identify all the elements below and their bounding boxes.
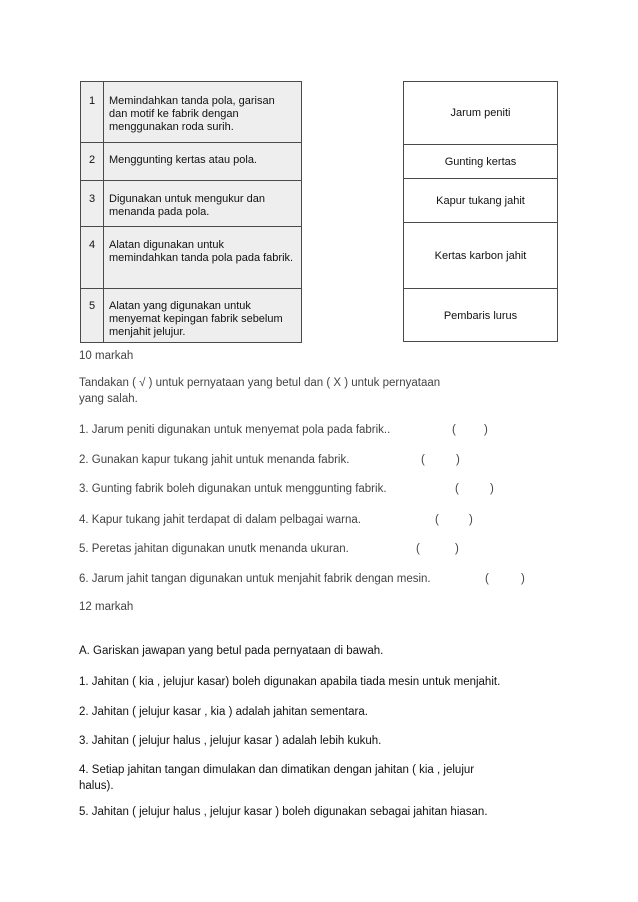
statement-item: 4. Kapur tukang jahit terdapat di dalam pelbagai warna. [79, 514, 361, 526]
row-text: Alatan yang digunakan untuk menyemat kepingan fabrik sebelum menjahit jelujur. [109, 300, 283, 338]
row-text: Digunakan untuk mengukur dan menanda pada pola. [109, 193, 265, 218]
row-number: 1 [89, 95, 96, 107]
row-number: 2 [89, 154, 96, 166]
section-heading: A. Gariskan jawapan yang betul pada pernyataan di bawah. [79, 645, 384, 657]
table-row [81, 82, 301, 142]
answer-paren-open: ( [421, 454, 425, 466]
statement-item: 5. Jahitan ( jelujur halus , jelujur kasar ) boleh digunakan sebagai jahitan hiasan. [79, 806, 488, 818]
answer-paren-close: ) [469, 514, 473, 526]
statement-item: 2. Gunakan kapur tukang jahit untuk menanda fabrik. [79, 454, 350, 466]
instruction-text: Tandakan ( √ ) untuk pernyataan yang betul dan ( X ) untuk pernyataan [79, 377, 441, 389]
statement-item-continued: halus). [79, 780, 114, 792]
statement-item: 1. Jarum peniti digunakan untuk menyemat pola pada fabrik.. [79, 424, 391, 436]
statement-item: 1. Jahitan ( kia , jelujur kasar) boleh digunakan apabila tiada mesin untuk menjahit. [79, 676, 501, 688]
row-number: 4 [89, 239, 96, 251]
matching-table-right [403, 81, 558, 342]
statement-item: 3. Jahitan ( jelujur halus , jelujur kasar ) adalah lebih kukuh. [79, 735, 382, 747]
answer-paren-open: ( [416, 543, 420, 555]
answer-paren-open: ( [485, 573, 489, 585]
row-number: 3 [89, 193, 96, 205]
table-row [81, 288, 301, 343]
statement-item: 5. Peretas jahitan digunakan unutk menanda ukuran. [79, 543, 349, 555]
table-cell: Gunting kertas [404, 144, 557, 179]
table-cell: Pembaris lurus [404, 288, 557, 342]
statement-item: 6. Jarum jahit tangan digunakan untuk menjahit fabrik dengan mesin. [79, 573, 431, 585]
answer-paren-close: ) [455, 543, 459, 555]
table-row [81, 226, 301, 289]
statement-item: 2. Jahitan ( jelujur kasar , kia ) adalah jahitan sementara. [79, 706, 368, 718]
statement-item: 3. Gunting fabrik boleh digunakan untuk menggunting fabrik. [79, 483, 387, 495]
matching-table-left [80, 81, 302, 343]
table-cell: Kapur tukang jahit [404, 178, 557, 223]
row-text: Menggunting kertas atau pola. [109, 154, 257, 166]
marks-label: 12 markah [79, 601, 134, 613]
answer-paren-open: ( [435, 514, 439, 526]
table-row [81, 142, 301, 181]
answer-paren-open: ( [452, 424, 456, 436]
answer-paren-close: ) [456, 454, 460, 466]
answer-paren-close: ) [484, 424, 488, 436]
table-row [81, 180, 301, 227]
answer-paren-close: ) [490, 483, 494, 495]
row-text: Memindahkan tanda pola, garisan dan motif ke fabrik dengan menggunakan roda surih. [109, 95, 275, 133]
answer-paren-open: ( [455, 483, 459, 495]
table-cell: Kertas karbon jahit [404, 222, 557, 289]
row-text: Alatan digunakan untuk memindahkan tanda pola pada fabrik. [109, 239, 294, 264]
row-number: 5 [89, 300, 96, 312]
instruction-text: yang salah. [79, 393, 138, 405]
marks-label: 10 markah [79, 350, 134, 362]
table-cell: Jarum peniti [450, 107, 511, 119]
statement-item: 4. Setiap jahitan tangan dimulakan dan dimatikan dengan jahitan ( kia , jelujur [79, 764, 475, 776]
answer-paren-close: ) [521, 573, 525, 585]
